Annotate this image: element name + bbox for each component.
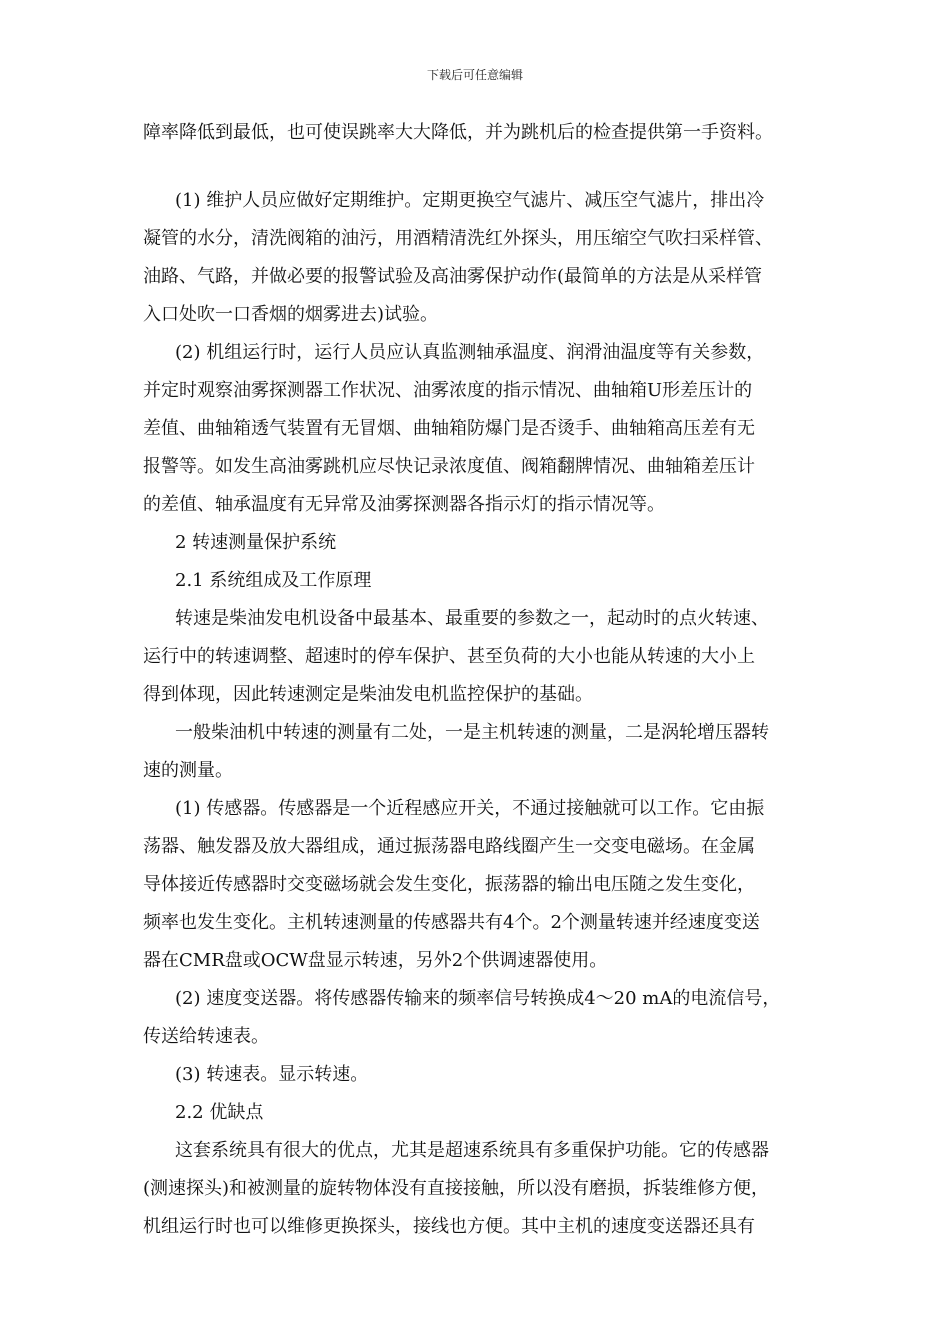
text-line: 这套系统具有很大的优点，尤其是超速系统具有多重保护功能。它的传感器: [175, 1140, 769, 1161]
text-line: 频率也发生变化。主机转速测量的传感器共有4个。2个测量转速并经速度变送: [143, 912, 760, 933]
text-line: (2) 机组运行时，运行人员应认真监测轴承温度、润滑油温度等有关参数，: [175, 342, 765, 363]
text-line: 障率降低到最低，也可使误跳率大大降低，并为跳机后的检查提供第一手资料。: [143, 122, 773, 143]
text-line: 速的测量。: [143, 760, 233, 781]
text-line: 的差值、轴承温度有无异常及油雾探测器各指示灯的指示情况等。: [143, 494, 665, 515]
section-heading: 2 转速测量保护系统: [175, 532, 337, 553]
text-line: 并定时观察油雾探测器工作状况、油雾浓度的指示情况、曲轴箱U形差压计的: [143, 380, 753, 401]
text-line: 荡器、触发器及放大器组成，通过振荡器电路线圈产生一交变电磁场。在金属: [143, 836, 755, 857]
text-line: 凝管的水分，清洗阀箱的油污，用酒精清洗红外探头，用压缩空气吹扫采样管、: [143, 228, 773, 249]
text-line: 传送给转速表。: [143, 1026, 269, 1047]
text-line: 转速是柴油发电机设备中最基本、最重要的参数之一，起动时的点火转速、: [175, 608, 769, 629]
text-line: 导体接近传感器时交变磁场就会发生变化，振荡器的输出电压随之发生变化，: [143, 874, 755, 895]
text-line: 差值、曲轴箱透气装置有无冒烟、曲轴箱防爆门是否烫手、曲轴箱高压差有无: [143, 418, 755, 439]
text-line: 器在CMR盘或OCW盘显示转速，另外2个供调速器使用。: [143, 950, 608, 971]
text-line: 运行中的转速调整、超速时的停车保护、甚至负荷的大小也能从转速的大小上: [143, 646, 755, 667]
text-line: 报警等。如发生高油雾跳机应尽快记录浓度值、阀箱翻牌情况、曲轴箱差压计: [143, 456, 755, 477]
text-line: 一般柴油机中转速的测量有二处，一是主机转速的测量，二是涡轮增压器转: [175, 722, 769, 743]
text-line: 机组运行时也可以维修更换探头，接线也方便。其中主机的速度变送器还具有: [143, 1216, 755, 1237]
subsection-heading: 2.2 优缺点: [175, 1102, 264, 1123]
text-line: 油路、气路，并做必要的报警试验及高油雾保护动作(最简单的方法是从采样管: [143, 266, 763, 287]
text-line: (1) 维护人员应做好定期维护。定期更换空气滤片、减压空气滤片，排出冷: [175, 190, 765, 211]
text-line: 得到体现，因此转速测定是柴油发电机监控保护的基础。: [143, 684, 593, 705]
text-line: 入口处吹一口香烟的烟雾进去)试验。: [143, 304, 439, 325]
text-line: (测速探头)和被测量的旋转物体没有直接接触，所以没有磨损，拆装维修方便，: [143, 1178, 770, 1199]
text-line: (1) 传感器。传感器是一个近程感应开关，不通过接触就可以工作。它由振: [175, 798, 765, 819]
document-body: [143, 114, 823, 1246]
text-line: (2) 速度变送器。将传感器传输来的频率信号转换成4～20 mA的电流信号，: [175, 988, 781, 1009]
page-header: 下载后可任意编辑: [426, 68, 523, 82]
paragraph-gap: [143, 152, 823, 182]
subsection-heading: 2.1 系统组成及工作原理: [175, 570, 372, 591]
text-line: (3) 转速表。显示转速。: [175, 1064, 369, 1085]
